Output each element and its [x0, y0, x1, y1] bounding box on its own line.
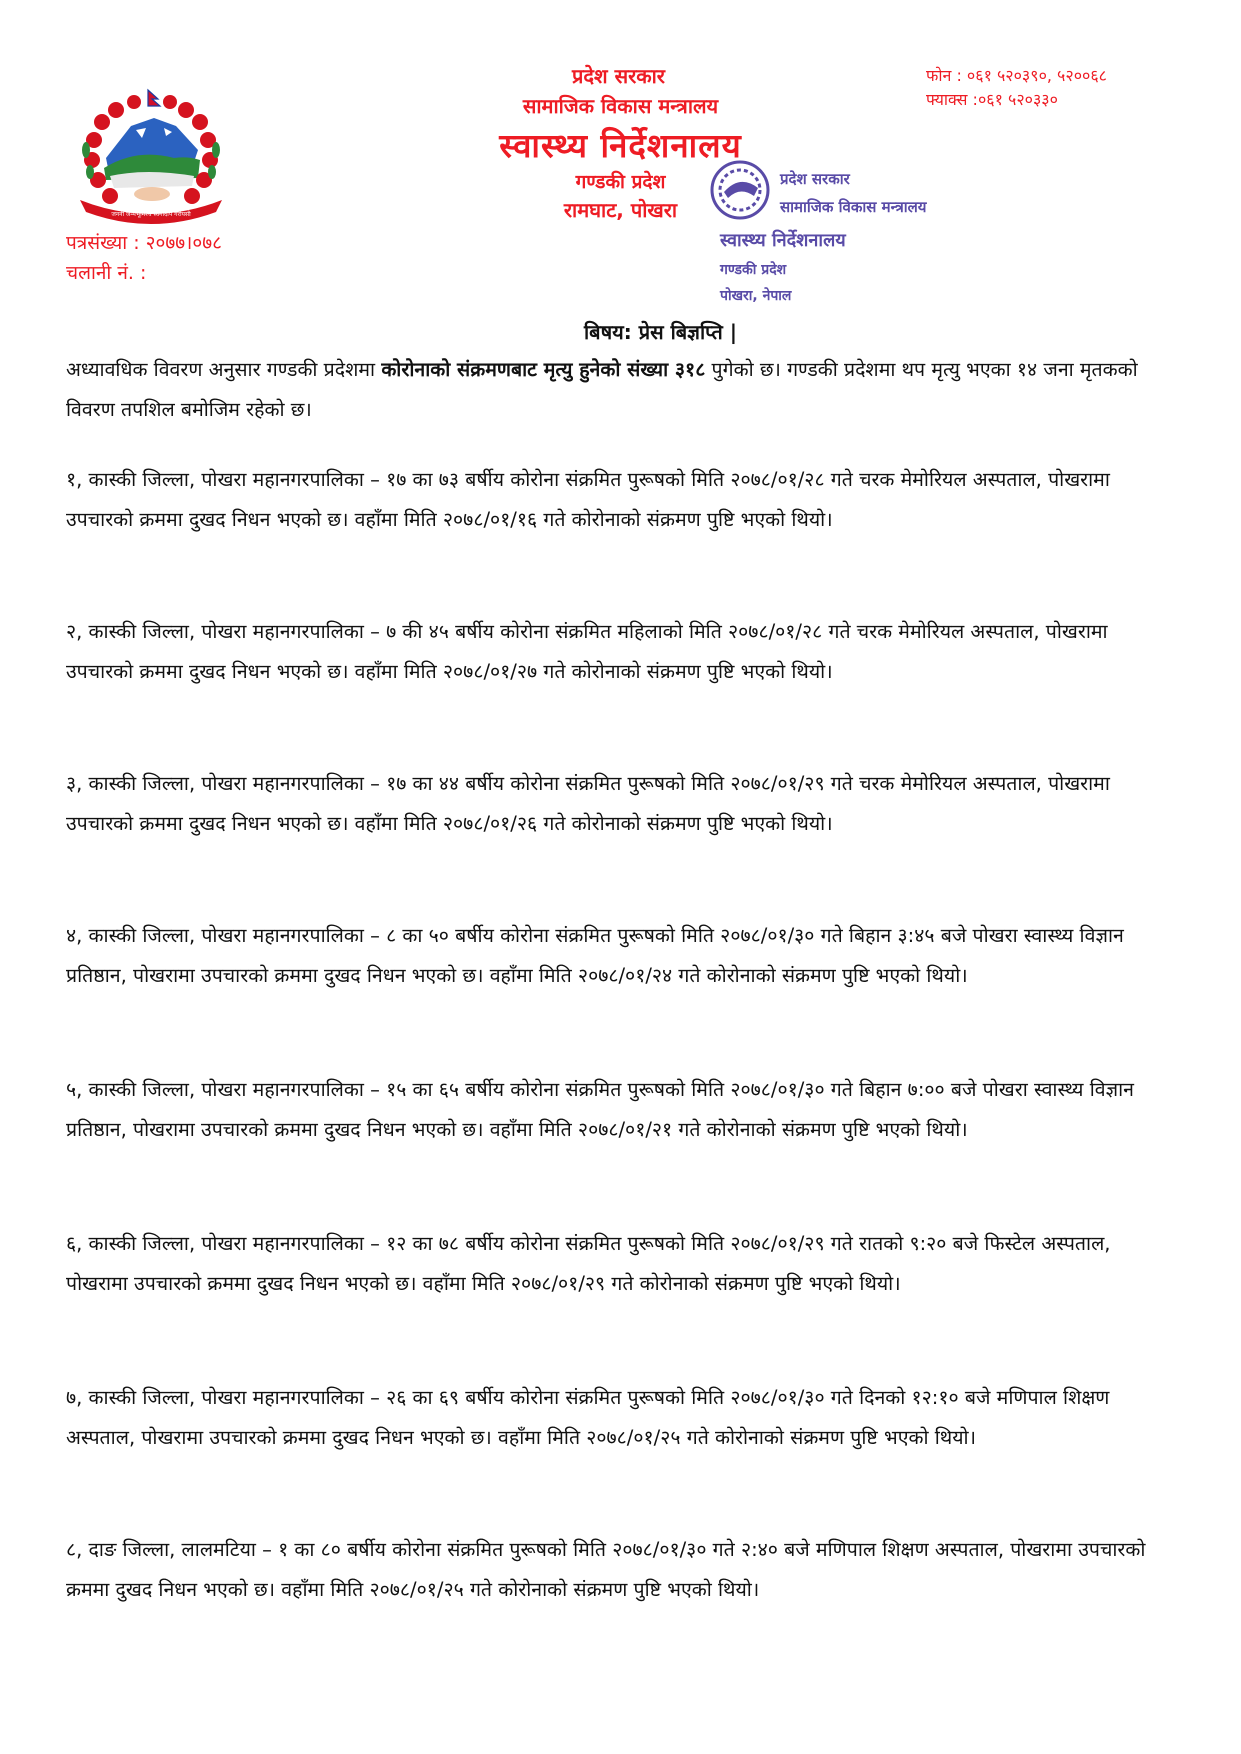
dispatch-number: चलानी नं. : — [66, 262, 147, 284]
death-entry-1: १, कास्की जिल्ला, पोखरा महानगरपालिका – १७ का ७३ बर्षीय कोरोना संक्रमित पुरूषको मिति २०७८/०१/२८ गते चरक मेमोरियल अस्पताल, पोखरामा उपचारको क्रममा दुखद निधन भएको छ। वहाँमा मिति २०७८/०१/१६ गते कोरोनाको संक्रमण पुष्टि भएको थियो। — [66, 468, 1110, 531]
death-entry-6: ६, कास्की जिल्ला, पोखरा महानगरपालिका – १२ का ७८ बर्षीय कोरोना संक्रमित पुरूषको मिति २०७८/०१/२९ गते रातको ९:२० बजे फिस्टेल अस्पताल, पोखरामा उपचारको क्रममा दुखद निधन भएको छ। वहाँमा मिति २०७८/०१/२९ गते कोरोनाको संक्रमण पुष्टि भएको थियो। — [66, 1232, 1111, 1295]
death-entry-4: ४, कास्की जिल्ला, पोखरा महानगरपालिका – ८ का ५० बर्षीय कोरोना संक्रमित पुरूषको मिति २०७८/०१/३० गते बिहान ३:४५ बजे पोखरा स्वास्थ्य विज्ञान प्रतिष्ठान, पोखरामा उपचारको क्रममा दुखद निधन भएको छ। वहाँमा मिति २०७८/०१/२४ गते कोरोनाको संक्रमण पुष्टि भएको थियो। — [66, 924, 1124, 987]
intro-death-count: कोरोनाको संक्रमणबाट मृत्यु हुनेको संख्या ३१८ — [381, 358, 706, 381]
letter-reference-number: पत्रसंख्या : २०७७।०७८ — [66, 232, 223, 254]
death-entry-3: ३, कास्की जिल्ला, पोखरा महानगरपालिका – १७ का ४४ बर्षीय कोरोना संक्रमित पुरूषको मिति २०७८/०१/२९ गते चरक मेमोरियल अस्पताल, पोखरामा उपचारको क्रममा दुखद निधन भएको छ। वहाँमा मिति २०७८/०१/२६ गते कोरोनाको संक्रमण पुष्टि भएको थियो। — [66, 772, 1110, 835]
death-entry-2: २, कास्की जिल्ला, पोखरा महानगरपालिका – ७ की ४५ बर्षीय कोरोना संक्रमित महिलाको मिति २०७८/०१/२८ गते चरक मेमोरियल अस्पताल, पोखरामा उपचारको क्रममा दुखद निधन भएको छ। वहाँमा मिति २०७८/०१/२७ गते कोरोनाको संक्रमण पुष्टि भएको थियो। — [66, 620, 1108, 683]
official-stamp — [700, 150, 940, 320]
stamp-line-1: प्रदेश सरकार — [780, 170, 850, 188]
intro-text-after: पुगेको छ। गण्डकी प्रदेशमा थप मृत्यु भएका १४ जना मृतकको विवरण तपशिल बमोजिम रहेको छ। — [66, 358, 1138, 421]
stamp-line-5: पोखरा, नेपाल — [720, 288, 792, 304]
death-entry-7: ७, कास्की जिल्ला, पोखरा महानगरपालिका – २६ का ६९ बर्षीय कोरोना संक्रमित पुरूषको मिति २०७८/०१/३० गते दिनको १२:१० बजे मणिपाल शिक्षण अस्पताल, पोखरामा उपचारको क्रममा दुखद निधन भएको छ। वहाँमा मिति २०७८/०१/२५ गते कोरोनाको संक्रमण पुष्टि भएको थियो। — [66, 1386, 1110, 1449]
letterhead-office-title: स्वास्थ्य निर्देशनालय — [499, 126, 742, 165]
stamp-line-2: सामाजिक विकास मन्त्रालय — [780, 198, 927, 216]
letterhead-province: गण्डकी प्रदेश — [575, 171, 666, 193]
phone-number: फोन : ०६१ ५२०३९०, ५२००६८ — [926, 66, 1107, 85]
death-entry-5: ५, कास्की जिल्ला, पोखरा महानगरपालिका – १५ का ६५ बर्षीय कोरोना संक्रमित पुरूषको मिति २०७८/०१/३० गते बिहान ७:०० बजे पोखरा स्वास्थ्य विज्ञान प्रतिष्ठान, पोखरामा उपचारको क्रममा दुखद निधन भएको छ। वहाँमा मिति २०७८/०१/२१ गते कोरोनाको संक्रमण पुष्टि भएको थियो। — [66, 1078, 1134, 1141]
death-entry-8: ८, दाङ जिल्ला, लालमटिया – १ का ८० बर्षीय कोरोना संक्रमित पुरूषको मिति २०७८/०१/३० गते २:४० बजे मणिपाल शिक्षण अस्पताल, पोखरामा उपचारको क्रममा दुखद निधन भएको छ। वहाँमा मिति २०७८/०१/२५ गते कोरोनाको संक्रमण पुष्टि भएको थियो। — [66, 1538, 1146, 1601]
intro-text-before: अध्यावधिक विवरण अनुसार गण्डकी प्रदेशमा — [66, 358, 382, 381]
letterhead-location: रामघाट, पोखरा — [563, 198, 678, 222]
letterhead-government: प्रदेश सरकार — [572, 64, 665, 88]
subject-line: बिषय: प्रेस बिज्ञप्ति | — [583, 320, 737, 344]
emblem-motto: जननी जन्मभूमिश्च स्वर्गादपि गरीयसी — [111, 211, 191, 218]
letterhead-ministry: सामाजिक विकास मन्त्रालय — [522, 94, 719, 118]
intro-paragraph — [66, 350, 1174, 430]
fax-number: फ्याक्स :०६१ ५२०३३० — [926, 90, 1058, 109]
stamp-line-4: गण्डकी प्रदेश — [720, 262, 787, 278]
stamp-line-3: स्वास्थ्य निर्देशनालय — [720, 230, 846, 251]
